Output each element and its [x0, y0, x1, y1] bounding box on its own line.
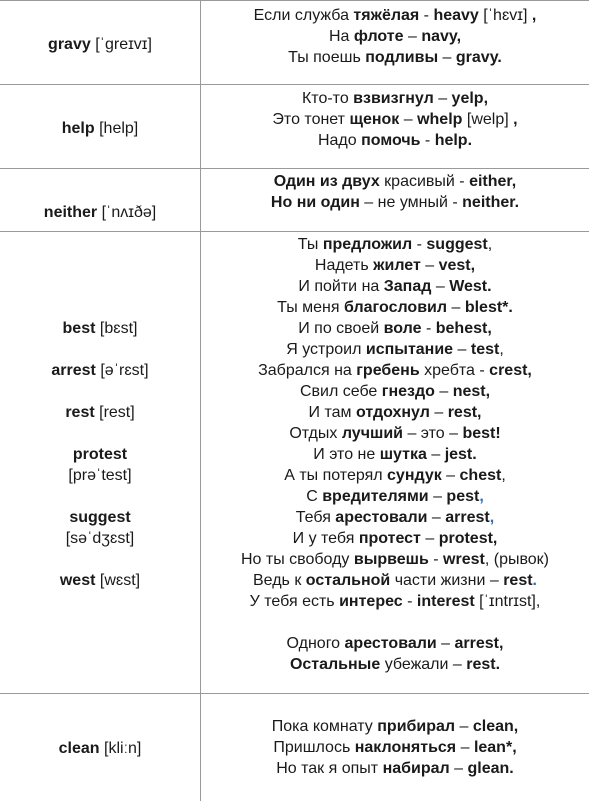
plain-text: Я устроил — [286, 341, 366, 358]
transcription: [bɛst] — [99, 320, 138, 337]
poem-line — [201, 26, 589, 47]
poem-line — [201, 486, 589, 507]
bold-text: сундук — [387, 467, 442, 484]
bold-text: шутка — [379, 446, 427, 463]
word-entry — [0, 118, 200, 139]
plain-text: – — [426, 446, 445, 463]
poem-line — [201, 758, 589, 779]
bold-text: помочь — [361, 132, 421, 149]
word-cell — [0, 1, 200, 85]
bold-text: , — [511, 173, 517, 190]
poem-line — [201, 507, 589, 528]
poem-line — [201, 549, 589, 570]
bold-text: rest — [466, 656, 496, 673]
poem-line — [201, 402, 589, 423]
bold-text: гребень — [356, 362, 420, 379]
word: clean — [58, 740, 100, 757]
bold-text: vest — [438, 257, 471, 274]
word: gravy — [48, 36, 91, 53]
plain-text: Ведь к — [253, 572, 306, 589]
bold-text: neither — [462, 194, 515, 211]
poem-line — [201, 192, 589, 213]
bold-text: интерес — [339, 593, 403, 610]
poem-cell — [201, 171, 589, 213]
bold-text: арестовали — [344, 635, 437, 652]
plain-text: У тебя есть — [249, 593, 340, 610]
bold-text: протест — [358, 530, 421, 547]
plain-text: Если служба — [253, 7, 354, 24]
bold-text: arrest — [454, 635, 499, 652]
poem-line — [201, 47, 589, 68]
poem-line — [201, 444, 589, 465]
plain-text: – — [399, 111, 418, 128]
word: arrest — [51, 362, 96, 379]
word-entry — [0, 528, 200, 549]
bold-text: whelp — [417, 111, 463, 128]
plain-text: – — [431, 278, 450, 295]
poem-line — [201, 570, 589, 591]
poem-line — [201, 381, 589, 402]
plain-text: - — [421, 320, 436, 337]
bold-text: . — [509, 760, 514, 777]
poem-line — [201, 360, 589, 381]
transcription: [ˈnʌɪðə] — [101, 204, 157, 221]
poem-line — [201, 465, 589, 486]
plain-text: Надо — [317, 132, 362, 149]
word-entry — [0, 202, 200, 223]
poem-line — [201, 109, 589, 130]
plain-text: – — [420, 530, 439, 547]
bold-text: wrest — [443, 551, 485, 568]
word-entry — [0, 444, 200, 465]
table-row — [0, 168, 589, 232]
bold-text: , — [499, 635, 504, 652]
bold-text: предложил — [322, 236, 413, 253]
bold-text: Запад — [383, 278, 432, 295]
plain-text: - — [419, 7, 434, 24]
plain-text: Но так я опыт — [276, 760, 383, 777]
word-entry — [0, 34, 200, 55]
word-entry — [0, 570, 200, 591]
plain-text: красивый - — [379, 173, 470, 190]
word: west — [59, 572, 96, 589]
plain-text: На — [328, 28, 354, 45]
plain-text: Пока комнату — [271, 718, 378, 735]
plain-text: Пришлось — [273, 739, 355, 756]
bold-text: behest — [435, 320, 488, 337]
plain-text: , — [487, 236, 493, 253]
bold-text: , — [477, 404, 482, 421]
plain-text: , — [499, 341, 504, 358]
bold-text: chest — [459, 467, 502, 484]
bold-text: , — [483, 90, 489, 107]
bold-text: , — [456, 28, 462, 45]
bold-text: , — [527, 362, 532, 379]
transcription: [əˈrɛst] — [100, 362, 149, 379]
bold-text: arrest — [445, 509, 490, 526]
plain-text: – — [438, 49, 456, 66]
transcription: [help] — [99, 120, 139, 137]
plain-text: части жизни – — [390, 572, 504, 589]
bold-text: , — [492, 530, 498, 547]
bold-text: best! — [462, 425, 501, 442]
plain-text: А ты потерял — [284, 467, 388, 484]
bold-text: флоте — [353, 28, 404, 45]
bold-text: воле — [383, 320, 422, 337]
plain-text: – — [453, 341, 471, 358]
plain-text: Это тонет — [272, 111, 350, 128]
word: protest — [72, 446, 128, 463]
bold-text: вредителями — [322, 488, 429, 505]
bold-text: , — [512, 739, 517, 756]
plain-text: , (рывок) — [484, 551, 550, 568]
bold-text: rest — [503, 572, 533, 589]
word-entry — [0, 402, 200, 423]
poem-line — [201, 276, 589, 297]
plain-text: - — [402, 593, 417, 610]
plain-text: И там — [308, 404, 356, 421]
bold-text: West — [449, 278, 488, 295]
bold-text: either — [469, 173, 512, 190]
word-cell — [0, 169, 200, 232]
accent-punctuation: , — [479, 488, 484, 505]
bold-text: nest — [452, 383, 486, 400]
bold-text: interest — [416, 593, 475, 610]
poem-line — [201, 591, 589, 612]
plain-text: Забрался на — [258, 362, 357, 379]
accent-punctuation: . — [532, 572, 537, 589]
plain-text: – — [436, 635, 455, 652]
bold-text: . — [514, 194, 520, 211]
poem-cell — [201, 234, 589, 675]
poem-line — [201, 130, 589, 151]
plain-text: – — [420, 257, 439, 274]
plain-text: [ˈhɛvɪ] — [478, 7, 532, 24]
bold-text: подливы — [365, 49, 439, 66]
plain-text: – — [428, 488, 447, 505]
plain-text: – — [429, 404, 448, 421]
bold-text: protest — [438, 530, 493, 547]
plain-text: Кто-то — [301, 90, 354, 107]
table-row — [0, 231, 589, 694]
bold-text: rest — [447, 404, 478, 421]
bold-text: , — [470, 257, 476, 274]
poem-line — [201, 716, 589, 737]
poem-line — [201, 737, 589, 758]
word-entry — [0, 507, 200, 528]
bold-text: наклоняться — [354, 739, 457, 756]
poem-line — [201, 339, 589, 360]
bold-text: набирал — [382, 760, 450, 777]
plain-text: – — [441, 467, 460, 484]
plain-text: – — [434, 383, 453, 400]
bold-text: heavy — [433, 7, 479, 24]
bold-text: , — [513, 718, 519, 735]
plain-text: Тебя — [295, 509, 336, 526]
bold-text: blest* — [464, 299, 509, 316]
bold-text: yelp — [451, 90, 484, 107]
plain-text: И пойти на — [298, 278, 384, 295]
bold-text: . — [472, 446, 477, 463]
poem-cell — [201, 716, 589, 779]
bold-text: Остальные — [289, 656, 381, 673]
plain-text: С — [306, 488, 323, 505]
word-cell — [0, 85, 200, 169]
bold-text: благословил — [344, 299, 448, 316]
bold-text: , — [485, 383, 491, 400]
poem-line — [201, 297, 589, 318]
bold-text: pest — [446, 488, 480, 505]
bold-text: вырвешь — [353, 551, 429, 568]
bold-text: test — [470, 341, 500, 358]
transcription: [kliːn] — [104, 740, 142, 757]
poem-line — [201, 255, 589, 276]
plain-text: , — [501, 467, 506, 484]
bold-text: отдохнул — [355, 404, 430, 421]
bold-text: тяжёлая — [353, 7, 420, 24]
bold-text: gravy — [455, 49, 498, 66]
word-entry — [0, 318, 200, 339]
transcription: [prəˈtest] — [68, 467, 132, 484]
bold-text: испытание — [365, 341, 454, 358]
bold-text: glean — [467, 760, 510, 777]
plain-text: хребта - — [419, 362, 490, 379]
plain-text: – — [456, 739, 474, 756]
plain-text: - — [428, 551, 444, 568]
word: rest — [65, 404, 95, 421]
plain-text: Одного — [286, 635, 345, 652]
bold-text: взвизгнул — [353, 90, 434, 107]
plain-text: Ты поешь — [288, 49, 366, 66]
word-cell — [0, 694, 200, 801]
plain-text: – — [403, 28, 422, 45]
plain-text: – не умный - — [359, 194, 463, 211]
table-row — [0, 0, 589, 85]
plain-text: Свил себе — [299, 383, 382, 400]
plain-text: И у тебя — [292, 530, 359, 547]
bold-text: гнездо — [381, 383, 435, 400]
plain-text: [welp] — [462, 111, 514, 128]
poem-line — [201, 5, 589, 26]
plain-text: Ты меня — [277, 299, 344, 316]
plain-text: – — [427, 509, 446, 526]
plain-text: Надеть — [314, 257, 374, 274]
plain-text: – это – — [403, 425, 463, 442]
plain-text: Отдых — [289, 425, 342, 442]
accent-punctuation: , — [489, 509, 495, 526]
bold-text: . — [508, 299, 513, 316]
poem-line — [201, 171, 589, 192]
poem-line — [201, 654, 589, 675]
word: help — [61, 120, 95, 137]
word-entry — [0, 738, 200, 759]
bold-text: . — [497, 49, 502, 66]
bold-text: crest — [489, 362, 528, 379]
plain-text: - — [420, 132, 435, 149]
word-entry — [0, 465, 200, 486]
poem-line — [201, 528, 589, 549]
poem-line — [201, 318, 589, 339]
plain-text: – — [455, 718, 473, 735]
word: best — [62, 320, 96, 337]
poem-cell — [201, 5, 589, 68]
table-row — [0, 84, 589, 169]
bold-text: clean — [472, 718, 514, 735]
bold-text: lean* — [473, 739, 513, 756]
bold-text: , — [513, 111, 518, 128]
bold-text: щенок — [349, 111, 400, 128]
bold-text: help — [434, 132, 468, 149]
transcription: [səˈdʒɛst] — [65, 530, 135, 547]
transcription: [ˈɡreɪvɪ] — [95, 36, 152, 53]
poem-line — [201, 423, 589, 444]
poem-cell — [201, 88, 589, 151]
bold-text: прибирал — [377, 718, 456, 735]
transcription: [rest] — [99, 404, 135, 421]
plain-text: И по своей — [298, 320, 384, 337]
plain-text: – — [449, 760, 468, 777]
transcription: [wɛst] — [99, 572, 141, 589]
plain-text: – — [433, 90, 452, 107]
plain-text: И это не — [313, 446, 380, 463]
bold-text: . — [495, 656, 501, 673]
poem-line — [201, 88, 589, 109]
table-row — [0, 693, 589, 801]
word: neither — [43, 204, 98, 221]
word-entry — [0, 360, 200, 381]
bold-text: suggest — [426, 236, 488, 253]
bold-text: navy — [421, 28, 457, 45]
bold-text: лучший — [341, 425, 403, 442]
bold-text: , — [487, 320, 492, 337]
bold-text: . — [487, 278, 492, 295]
bold-text: арестовали — [335, 509, 428, 526]
bold-text: Но ни один — [270, 194, 360, 211]
bold-text: jest — [444, 446, 473, 463]
poem-line — [201, 633, 589, 654]
bold-text: остальной — [305, 572, 391, 589]
bold-text: Один из двух — [273, 173, 380, 190]
plain-text: Ты — [297, 236, 323, 253]
bold-text: . — [467, 132, 473, 149]
bold-text: жилет — [373, 257, 421, 274]
plain-text: – — [447, 299, 465, 316]
plain-text: убежали – — [380, 656, 467, 673]
bold-text: , — [531, 7, 537, 24]
plain-text: [ˈɪntrɪst], — [474, 593, 541, 610]
word-cell — [0, 232, 200, 694]
poem-line — [201, 234, 589, 255]
blank-line — [201, 612, 589, 633]
plain-text: Но ты свободу — [240, 551, 354, 568]
plain-text: - — [412, 236, 427, 253]
word: suggest — [69, 509, 131, 526]
